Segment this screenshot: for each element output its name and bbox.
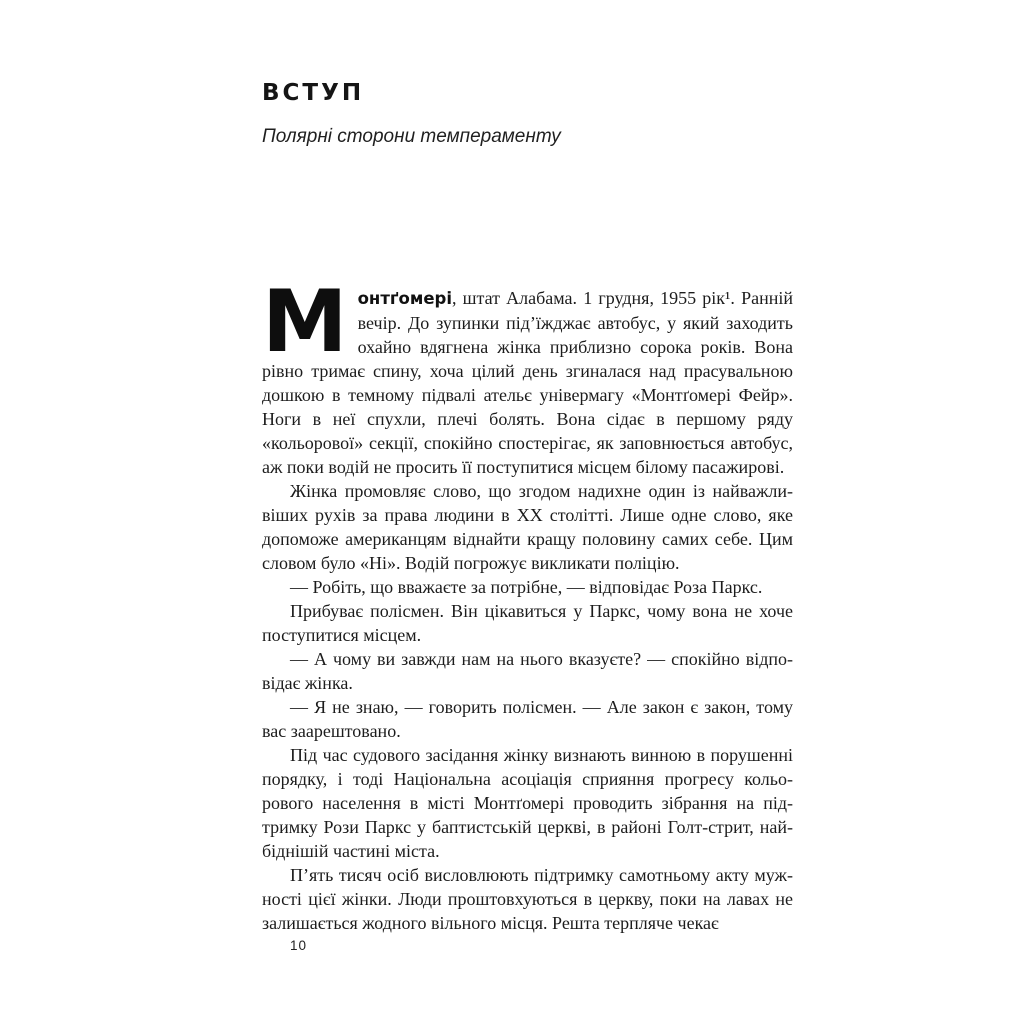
paragraph: Монтґомері, штат Алабама. 1 грудня, 1955 рік¹. Ранній вечір. До зупинки під’їжджає автобус, у який заходить охайно вдягнена жінка приблизно сорока років. Вона рівно тримає спину, хоча цілий день згиналася над прасувальною дошкою в темному підвалі ательє універмагу «Монтґомері Фейр». Ноги в неї спухли, плечі болять. Вона сідає в першому ряду «кольорової» секції, спокійно спостерігає, як заповнюється автобус, аж поки водій не просить її поступитися місцем білому пасажирові. [262, 272, 793, 477]
chapter-subtitle: Полярні сторони темпераменту [262, 126, 561, 147]
body-text [262, 272, 793, 935]
paragraph: — Я не знаю, — говорить полісмен. — Але закон є закон, тому вас заарештовано. [262, 697, 793, 741]
paragraph: — Робіть, що вважаєте за потрібне, — відповідає Роза Паркс. [290, 577, 763, 597]
paragraph: — А чому ви завжди нам на нього вказуєте? — спокійно відповідає жінка. [262, 649, 793, 693]
drop-cap: М [262, 272, 348, 372]
lead-word: онтґомері [357, 289, 452, 308]
page-number: 10 [290, 938, 308, 953]
chapter-title: ВСТУП [262, 80, 365, 106]
paragraph: Прибуває полісмен. Він цікавиться у Паркс, чому вона не хоче поступитися місцем. [262, 601, 793, 645]
paragraph: Жінка промовляє слово, що згодом надихне один із найважливіших рухів за права людини в XX столітті. Лише одне слово, яке допоможе американцям віднайти кращу половину самих себе. Цим словом було «Ні». Водій погрожує викликати поліцію. [262, 481, 793, 573]
paragraph: Під час судового засідання жінку визнають винною в порушенні порядку, і тоді Національна асоціація сприяння прогресу кольорового населення в місті Монтґомері проводить зібрання на підтримку Рози Паркс у баптистській церкві, в районі Голт-стрит, найбіднішій частині міста. [262, 745, 793, 861]
paragraph: П’ять тисяч осіб висловлюють підтримку самотньому акту мужності цієї жінки. Люди проштовхуються в церкву, поки на лавах не залишається жодного вільного місця. Решта терпляче чекає [262, 865, 793, 933]
